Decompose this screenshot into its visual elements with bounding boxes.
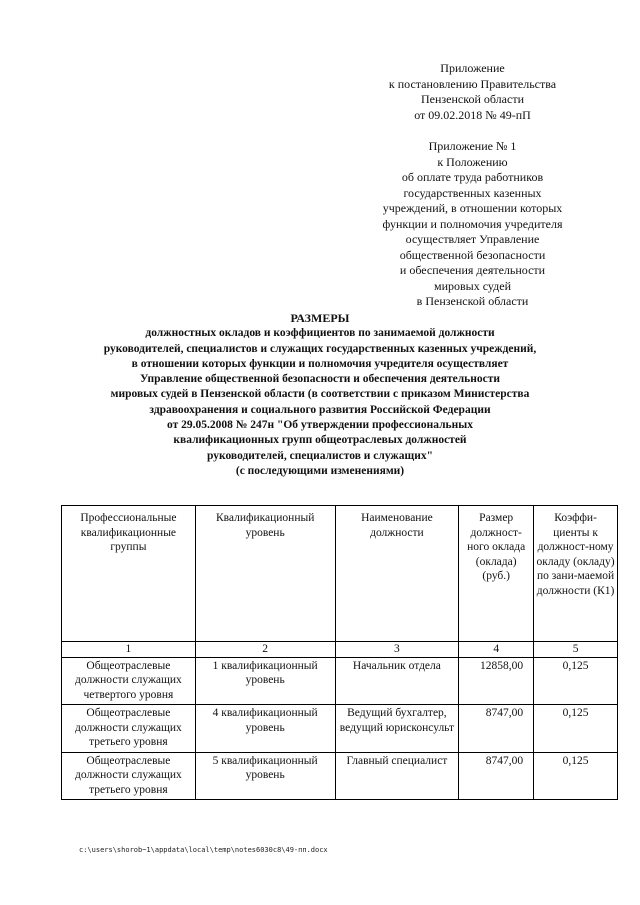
appendix-line: учреждений, в отношении которых xyxy=(382,201,563,215)
cell-coefficient: 0,125 xyxy=(534,705,618,753)
appendix-line: функции и полномочия учредителя xyxy=(382,216,563,231)
footer-file-path: c:\users\shorob~1\appdata\local\temp\notes6030c8\49-пп.docx xyxy=(79,846,328,854)
table-row xyxy=(62,657,618,705)
table-row xyxy=(62,752,618,800)
title-line: руководителей, специалистов и служащих" xyxy=(207,449,433,462)
header-coefficient: Коэффи-циенты к должност-ному окладу (окладу) по зани-маемой должности (К1) xyxy=(534,506,618,642)
column-number: 1 xyxy=(62,642,196,658)
appendix-line: осуществляет Управление xyxy=(405,232,540,246)
appendix-1-block xyxy=(360,139,585,310)
title-line: от 29.05.2008 № 247н "Об утверждении профессиональных xyxy=(167,419,473,432)
appendix-line: мировых судей xyxy=(433,278,511,293)
header-qual-level: Квалификационный уровень xyxy=(195,506,335,642)
appendix-line: государственных казенных xyxy=(403,185,542,200)
header-salary: Размер должност-ного оклада (оклада) (руб.) xyxy=(459,506,534,642)
cell-position: Ведущий бухгалтер, ведущий юрисконсульт xyxy=(335,705,459,753)
column-number: 5 xyxy=(534,642,618,658)
table-row xyxy=(62,705,618,753)
cell-coefficient: 0,125 xyxy=(534,752,618,800)
title-line: в отношении которых функции и полномочия учредителя осуществляет xyxy=(131,357,509,370)
title-line: (с последующими изменениями) xyxy=(235,464,405,477)
appendix-line: в Пензенской области xyxy=(416,294,529,308)
title-line: руководителей, специалистов и служащих государственных казенных учреждений, xyxy=(103,342,537,355)
cell-group: Общеотраслевые должности служащих третьего уровня xyxy=(62,705,196,753)
appendix-line: Приложение № 1 xyxy=(428,139,517,153)
cell-level: 4 квалификационный уровень xyxy=(195,705,335,753)
appendix-line: Пензенской области xyxy=(421,92,524,106)
cell-level: 1 квалификационный уровень xyxy=(195,657,335,705)
appendix-line: общественной безопасности xyxy=(399,247,546,262)
cell-group: Общеотраслевые должности служащих четвертого уровня xyxy=(62,657,196,705)
column-number-row xyxy=(62,642,618,658)
title-line: квалификационных групп общеотраслевых должностей xyxy=(173,434,467,447)
column-number: 3 xyxy=(335,642,459,658)
cell-salary: 8747,00 xyxy=(459,705,534,753)
cell-position: Главный специалист xyxy=(335,752,459,800)
appendix-main-block xyxy=(360,61,585,123)
cell-position: Начальник отдела xyxy=(335,657,459,705)
header-position: Наименование должности xyxy=(335,506,459,642)
title-line: Управление общественной безопасности и обеспечения деятельности xyxy=(139,373,501,386)
appendix-line: к постановлению Правительства xyxy=(388,76,557,91)
appendix-line: Приложение xyxy=(440,61,505,75)
column-number: 2 xyxy=(195,642,335,658)
cell-group: Общеотраслевые должности служащих третьего уровня xyxy=(62,752,196,800)
column-number: 4 xyxy=(459,642,534,658)
appendix-line: и обеспечения деятельности xyxy=(399,263,546,277)
appendix-line: к Положению xyxy=(437,154,508,169)
document-title xyxy=(60,311,580,479)
cell-salary: 12858,00 xyxy=(459,657,534,705)
appendix-line: от 09.02.2018 № 49-пП xyxy=(414,107,531,122)
title-line: здравоохранения и социального развития Российской Федерации xyxy=(149,403,491,416)
title-heading: РАЗМЕРЫ xyxy=(290,311,350,325)
title-line: должностных окладов и коэффициентов по занимаемой должности xyxy=(145,327,495,340)
cell-salary: 8747,00 xyxy=(459,752,534,800)
appendix-line: об оплате труда работников xyxy=(401,170,544,184)
title-line: мировых судей в Пензенской области (в соответствии с приказом Министерства xyxy=(110,388,530,401)
cell-level: 5 квалификационный уровень xyxy=(195,752,335,800)
salary-table xyxy=(61,505,618,800)
header-prof-groups: Профессиональные квалификационные группы xyxy=(62,506,196,642)
cell-coefficient: 0,125 xyxy=(534,657,618,705)
table-header-row xyxy=(62,506,618,642)
